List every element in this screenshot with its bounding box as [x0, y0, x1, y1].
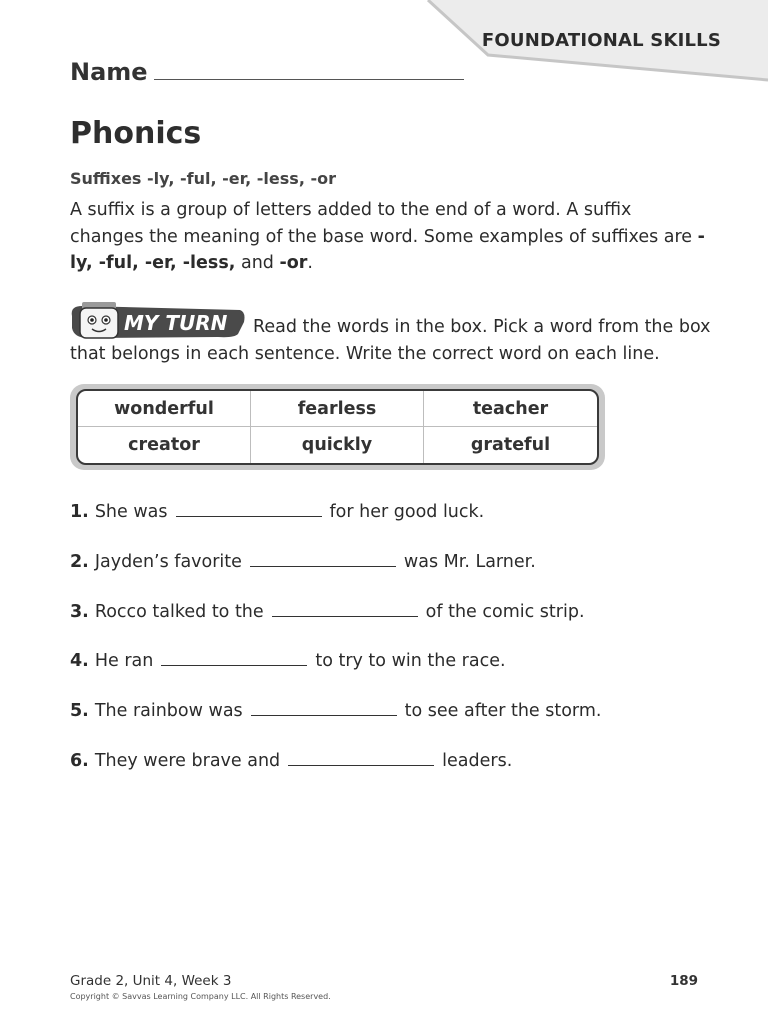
name-write-line: [154, 79, 464, 80]
sentence-number: 3.: [70, 602, 89, 622]
intro-last-suffix: -or: [279, 253, 308, 273]
sentence-text-before: He ran: [94, 651, 154, 671]
sentence-text-before: She was: [94, 502, 168, 522]
sentence-text-before: Jayden’s favorite: [94, 552, 242, 572]
word-box-item: wonderful: [78, 391, 251, 427]
sentence-number: 4.: [70, 651, 89, 671]
intro-period: .: [307, 253, 313, 273]
footer-grade: Grade 2, Unit 4, Week 3: [70, 973, 232, 989]
section-label: FOUNDATIONAL SKILLS: [481, 30, 721, 51]
answer-blank-6[interactable]: [288, 764, 434, 766]
sentence-number: 2.: [70, 552, 89, 572]
sentence-2: [70, 552, 536, 572]
sentence-3: [70, 602, 585, 622]
word-box-frame: [70, 384, 605, 470]
answer-blank-3[interactable]: [272, 615, 418, 617]
sentence-number: 1.: [70, 502, 89, 522]
my-turn-label: MY TURN: [124, 311, 228, 335]
sentence-text-after: for her good luck.: [329, 502, 485, 522]
intro-and: and: [235, 253, 280, 273]
word-box-item: grateful: [470, 435, 551, 455]
sentence-text-after: to see after the storm.: [404, 701, 602, 721]
my-turn-instructions: Read the words in the box. Pick a word from the box that belongs in each sentence. Write the correct word on each line.: [70, 317, 711, 364]
sentence-text-after: was Mr. Larner.: [403, 552, 536, 572]
answer-blank-4[interactable]: [161, 664, 307, 666]
sentence-text-before: Rocco talked to the: [94, 602, 264, 622]
intro-paragraph: [70, 197, 710, 277]
sentence-text-before: They were brave and: [94, 751, 281, 771]
word-box-item: teacher: [424, 391, 597, 427]
sentence-text-after: to try to win the race.: [315, 651, 506, 671]
sentence-1: [70, 502, 484, 522]
sentence-4: [70, 651, 506, 671]
footer-copyright: Copyright © Savvas Learning Company LLC. All Rights Reserved.: [70, 992, 331, 1001]
sentence-text-before: The rainbow was: [94, 701, 243, 721]
sentence-6: [70, 751, 512, 771]
word-box-item: creator: [78, 427, 251, 463]
intro-text: A suffix is a group of letters added to the end of a word. A suffix changes the meaning of the base word. Some examples of suffixes are: [70, 200, 698, 247]
sentence-5: [70, 701, 601, 721]
page-title: Phonics: [70, 116, 202, 151]
answer-blank-2[interactable]: [250, 565, 396, 567]
sentence-text-after: leaders.: [442, 751, 513, 771]
page-subtitle: Suffixes -ly, -ful, -er, -less, -or: [70, 169, 336, 188]
sentence-number: 5.: [70, 701, 89, 721]
answer-blank-1[interactable]: [176, 515, 322, 517]
intro-suffixes: -ly, -ful, -er, -less,: [70, 226, 705, 273]
answer-blank-5[interactable]: [251, 714, 397, 716]
name-field: [70, 58, 464, 86]
word-box: [76, 389, 599, 465]
sentence-text-after: of the comic strip.: [425, 602, 585, 622]
page-number: 189: [669, 973, 698, 989]
name-label: Name: [70, 58, 148, 86]
word-box-item: fearless: [251, 391, 424, 427]
word-box-item: quickly: [251, 427, 424, 463]
sentence-number: 6.: [70, 751, 89, 771]
